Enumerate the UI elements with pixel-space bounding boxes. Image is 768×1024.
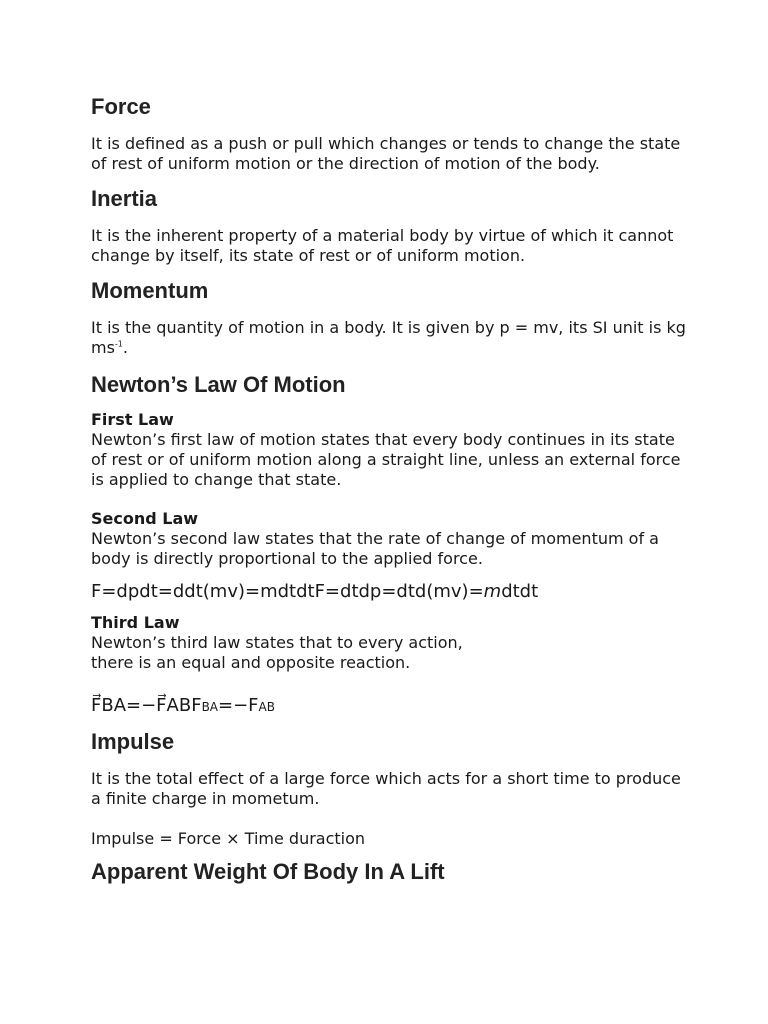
- heading-impulse: Impulse: [91, 729, 175, 754]
- second-formula-mass: m: [483, 581, 502, 602]
- third-law-formula: [91, 694, 691, 719]
- third-law-title: Third Law: [91, 613, 180, 632]
- document-content: [91, 92, 691, 887]
- first-law-text: Newton’s first law of motion states that every body continues in its state of rest or of uniform motion along a straight line, unless an external force is applied to change that state.: [91, 430, 681, 489]
- second-law-title: Second Law: [91, 509, 199, 528]
- third-formula-part-a: F⃗BA=−F⃗ABF: [91, 695, 202, 716]
- momentum-definition: [91, 318, 691, 358]
- second-law-text: Newton’s second law states that the rate of change of momentum of a body is directly proportional to the applied force.: [91, 529, 659, 568]
- third-formula-sub-ab: AB: [258, 700, 275, 714]
- third-formula-sub-ba: BA: [201, 700, 219, 714]
- momentum-text: It is the quantity of motion in a body. It is given by p = mv, its SI unit is kg ms: [91, 318, 686, 357]
- second-formula-part-b: dtdt: [501, 581, 539, 602]
- force-definition: It is defined as a push or pull which changes or tends to change the state of rest of uniform motion or the direction of motion of the body.: [91, 134, 681, 173]
- heading-momentum: Momentum: [91, 278, 209, 303]
- third-law-line-1: Newton’s third law states that to every action,: [91, 633, 463, 652]
- second-law-formula: [91, 580, 691, 604]
- first-law-title: First Law: [91, 410, 174, 429]
- heading-force: Force: [91, 94, 151, 119]
- heading-apparent-weight: Apparent Weight Of Body In A Lift: [91, 859, 445, 884]
- third-formula-part-b: =−F: [218, 695, 259, 716]
- heading-newtons-laws: Newton’s Law Of Motion: [91, 372, 346, 397]
- unit-exponent: -1: [114, 339, 123, 349]
- impulse-formula: Impulse = Force × Time duraction: [91, 829, 366, 848]
- momentum-end: .: [122, 338, 128, 357]
- inertia-definition: It is the inherent property of a material body by virtue of which it cannot change by itself, its state of rest or of uniform motion.: [91, 226, 674, 265]
- heading-inertia: Inertia: [91, 186, 158, 211]
- impulse-definition: It is the total effect of a large force which acts for a short time to produce a finite charge in mometum.: [91, 769, 681, 808]
- third-law-line-2: there is an equal and opposite reaction.: [91, 653, 411, 672]
- second-formula-part-a: F=dpdt=ddt(mv)=mdtdtF=dtdp=dtd(mv)=: [91, 581, 484, 602]
